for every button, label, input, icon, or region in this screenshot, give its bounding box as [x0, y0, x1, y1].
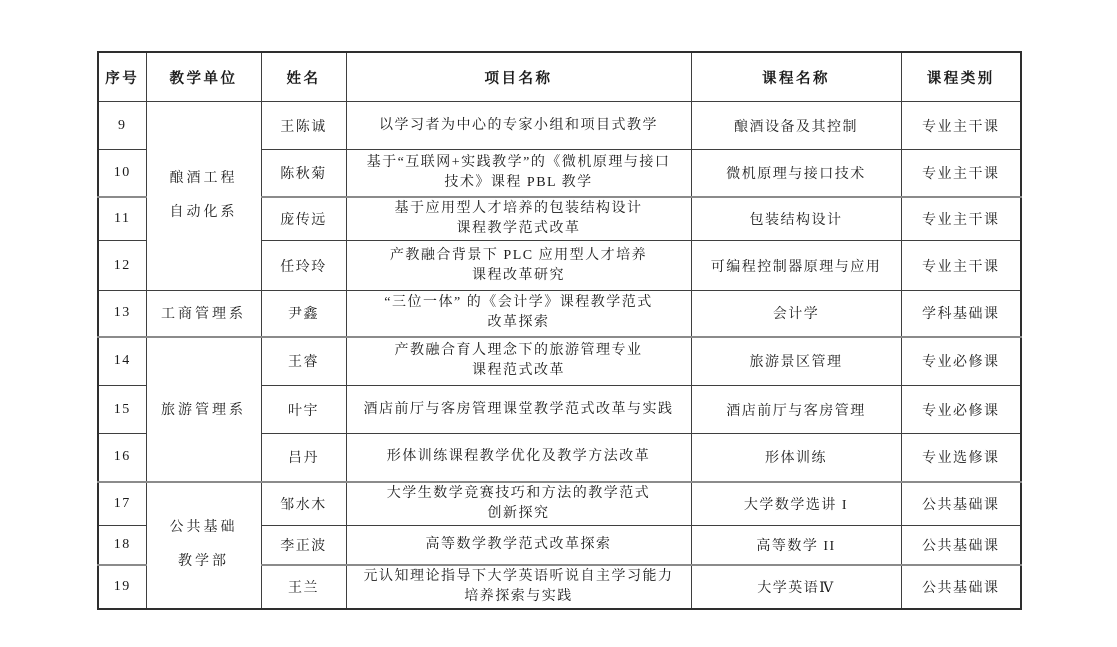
cell-course: 大学英语Ⅳ — [691, 565, 901, 609]
cell-name: 尹鑫 — [261, 291, 346, 337]
cell-category: 专业必修课 — [901, 386, 1021, 434]
cell-index: 12 — [98, 241, 146, 291]
cell-unit — [146, 102, 261, 291]
col-header-unit: 教学单位 — [146, 52, 261, 102]
cell-name: 王兰 — [261, 565, 346, 609]
cell-project: 以学习者为中心的专家小组和项目式教学 — [346, 102, 691, 150]
cell-course: 酿酒设备及其控制 — [691, 102, 901, 150]
cell-category: 专业主干课 — [901, 241, 1021, 291]
cell-course: 酒店前厅与客房管理 — [691, 386, 901, 434]
cell-category: 学科基础课 — [901, 291, 1021, 337]
unit-line: 旅游管理系 — [161, 403, 246, 418]
unit-line: 公共基础 — [169, 520, 238, 536]
cell-name: 叶宇 — [261, 386, 346, 434]
cell-index: 10 — [98, 150, 146, 197]
cell-course: 微机原理与接口技术 — [691, 150, 901, 197]
table-row — [98, 482, 1021, 526]
table-row — [98, 291, 1021, 337]
unit-line: 酿酒工程 — [169, 171, 238, 186]
cell-course: 旅游景区管理 — [691, 337, 901, 386]
table-region — [97, 51, 1022, 610]
cell-category: 专业选修课 — [901, 434, 1021, 482]
col-header-name: 姓名 — [261, 52, 346, 102]
cell-project: 基于“互联网+实践教学”的《微机原理与接口 技术》课程 PBL 教学 — [346, 150, 691, 197]
teaching-projects-table — [97, 51, 1022, 610]
cell-category: 公共基础课 — [901, 565, 1021, 609]
unit-line: 工商管理系 — [161, 307, 246, 323]
cell-name: 王睿 — [261, 337, 346, 386]
cell-index: 11 — [98, 197, 146, 241]
cell-category: 专业主干课 — [901, 197, 1021, 241]
cell-category: 专业主干课 — [901, 102, 1021, 150]
cell-name: 任玲玲 — [261, 241, 346, 291]
cell-index: 17 — [98, 482, 146, 526]
cell-project: 产教融合育人理念下的旅游管理专业 课程范式改革 — [346, 337, 691, 386]
cell-index: 13 — [98, 291, 146, 337]
cell-project: 大学生数学竞赛技巧和方法的教学范式 创新探究 — [346, 482, 691, 526]
cell-index: 16 — [98, 434, 146, 482]
cell-project: 酒店前厅与客房管理课堂教学范式改革与实践 — [346, 386, 691, 434]
unit-line: 教学部 — [178, 554, 229, 570]
cell-index: 19 — [98, 565, 146, 609]
table-row — [98, 102, 1021, 150]
cell-category: 公共基础课 — [901, 482, 1021, 526]
cell-name: 陈秋菊 — [261, 150, 346, 197]
header-row — [98, 52, 1021, 102]
cell-index: 15 — [98, 386, 146, 434]
col-header-project: 项目名称 — [346, 52, 691, 102]
cell-project: 元认知理论指导下大学英语听说自主学习能力 培养探索与实践 — [346, 565, 691, 609]
cell-index: 18 — [98, 525, 146, 565]
table-row — [98, 337, 1021, 386]
cell-project: 产教融合背景下 PLC 应用型人才培养 课程改革研究 — [346, 241, 691, 291]
cell-course: 包装结构设计 — [691, 197, 901, 241]
cell-name: 吕丹 — [261, 434, 346, 482]
cell-project: “三位一体” 的《会计学》课程教学范式 改革探索 — [346, 291, 691, 337]
cell-course: 高等数学 II — [691, 525, 901, 565]
cell-course: 会计学 — [691, 291, 901, 337]
cell-name: 邹水木 — [261, 482, 346, 526]
col-header-category: 课程类别 — [901, 52, 1021, 102]
cell-course: 可编程控制器原理与应用 — [691, 241, 901, 291]
unit-line: 自动化系 — [169, 205, 238, 220]
cell-category: 专业主干课 — [901, 150, 1021, 197]
cell-name: 庞传远 — [261, 197, 346, 241]
cell-course: 大学数学选讲 I — [691, 482, 901, 526]
cell-project: 高等数学教学范式改革探索 — [346, 525, 691, 565]
cell-project: 形体训练课程教学优化及教学方法改革 — [346, 434, 691, 482]
cell-index: 9 — [98, 102, 146, 150]
cell-category: 公共基础课 — [901, 525, 1021, 565]
col-header-index: 序号 — [98, 52, 146, 102]
col-header-course: 课程名称 — [691, 52, 901, 102]
cell-unit — [146, 337, 261, 482]
cell-project: 基于应用型人才培养的包装结构设计 课程教学范式改革 — [346, 197, 691, 241]
cell-unit — [146, 291, 261, 337]
cell-name: 李正波 — [261, 525, 346, 565]
cell-index: 14 — [98, 337, 146, 386]
cell-unit — [146, 482, 261, 610]
cell-category: 专业必修课 — [901, 337, 1021, 386]
cell-name: 王陈诚 — [261, 102, 346, 150]
cell-course: 形体训练 — [691, 434, 901, 482]
